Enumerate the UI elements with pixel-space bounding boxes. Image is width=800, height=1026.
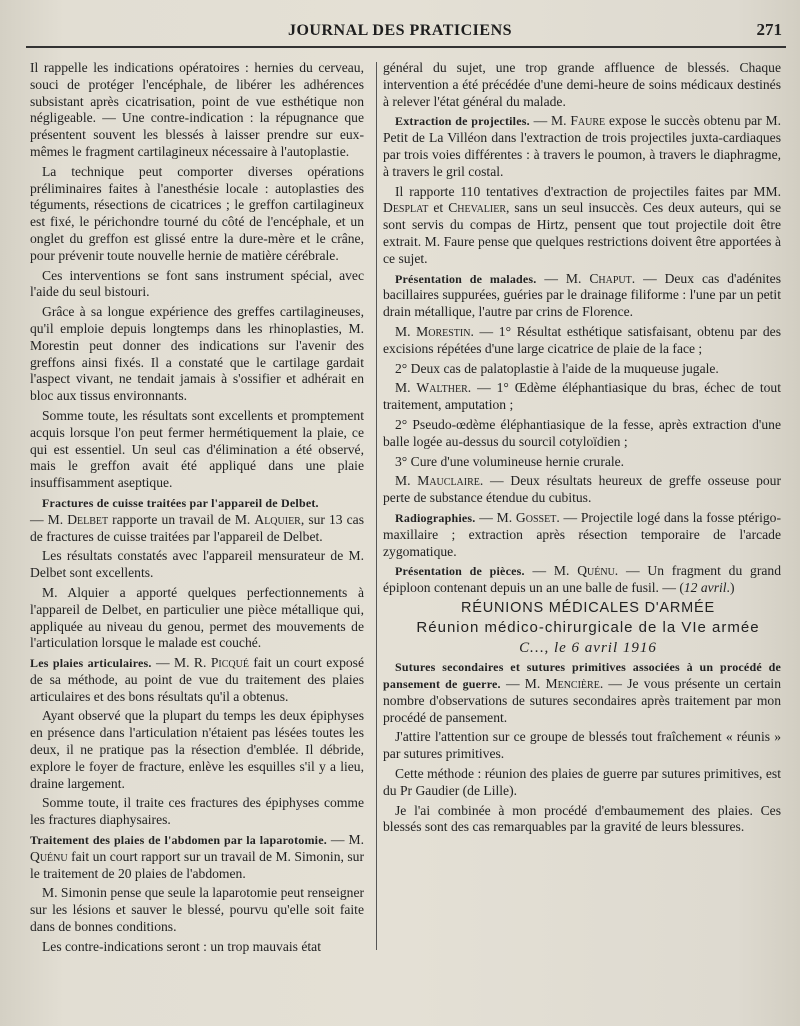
right-column <box>383 60 781 839</box>
section-label: Présentation de malades. <box>395 271 537 286</box>
section-presentation-pieces <box>383 563 781 597</box>
author-name: Desplat <box>383 200 429 216</box>
left-column <box>30 60 364 959</box>
dateline: C…, le 6 avril 1916 <box>519 639 657 656</box>
paragraph <box>383 473 781 507</box>
text-run: — M. <box>500 676 546 692</box>
text-run: . — Projectile logé dans la fosse ptérigo-maxillaire ; extraction après résection temporaire de l'arcade zygomatique. <box>383 509 781 559</box>
author-name: Quénu <box>30 848 68 864</box>
section-label: Radiographies. <box>395 510 476 525</box>
paragraph: Les contre-indications seront : un trop mauvais état <box>42 938 321 954</box>
author-name: Faure <box>570 113 606 129</box>
paragraph: général du sujet, une trop grande affluence de blessés. Chaque intervention a été précédée d'une demi-heure de soins médicaux destinés à relever l'état général du malade. <box>383 60 781 109</box>
text-run: — M. R. <box>151 655 211 671</box>
author-name: Chaput <box>589 270 632 286</box>
section-sutures <box>383 659 781 726</box>
paragraph <box>383 380 781 414</box>
text-run: fait un court rapport sur un travail de M. Simonin, sur le traitement de 20 plaies de l'abdomen. <box>30 848 364 881</box>
page-number: 271 <box>756 20 782 39</box>
section-plaies-abdomen <box>30 832 364 882</box>
paragraph: 3° Cure d'une volumineuse hernie crurale. <box>395 453 625 469</box>
text-run: . — Un fragment du grand épiploon contenant depuis un an une balle de fusil. — ( <box>383 563 781 596</box>
paragraph: M. Alquier a apporté quelques perfectionnements à l'appareil de Delbet, en particulier une pièce métallique qui, appliquée au niveau du genou, permet des mouvements de l'articulation lorsque le malade est couché. <box>30 584 364 651</box>
reunion-subheading: Réunion médico-chirurgicale de la VIe armée <box>416 618 760 636</box>
text-run: — M. <box>536 270 590 286</box>
paragraph: La technique peut comporter diverses opérations préliminaires faites à l'anesthésie locale : autoplasties des téguments, résections de cicatrices ; le greffon cartilagineux est fixé, le périchondre tourné du côté de l'encéphale, et un onglet du greffon est glissé entre la dure-mère et le crâne, pour prévenir toute nouvelle hernie de matière cérébrale. <box>30 163 364 263</box>
text-run: fait un court exposé de sa méthode, au point de vue du traitement des plaies articulaires et des bons résultats qu'il a obtenus. <box>30 655 365 704</box>
text-run: — M. <box>529 113 571 129</box>
author-name: Gosset <box>515 509 557 525</box>
author-name: Chevalier <box>448 200 507 216</box>
paragraph <box>383 184 781 268</box>
paragraph: Grâce à sa longue expérience des greffes cartilagineuses, qu'il emploie depuis longtemps dans les rhinoplasties, M. Morestin peut donner des indications sur l'avenir des greffons ainsi fixés. Il a constaté que le cartilage gardait l'aspect vivant, ne tendait jamais à s'ossifier et adhérait en bloc aux tissus environnants. <box>30 304 364 404</box>
paragraph: Les résultats constatés avec l'appareil mensurateur de M. Delbet sont excellents. <box>30 548 364 581</box>
text-run: — M. <box>524 563 578 579</box>
date-text: 12 avril <box>683 580 727 596</box>
paragraph: 2° Pseudo-œdème éléphantiasique de la fesse, après extraction d'une balle logée au-dessus du sourcil cotyloïdien ; <box>383 416 781 449</box>
text-run: M. <box>395 380 417 396</box>
running-header <box>0 10 800 50</box>
text-run: — M. <box>326 832 364 848</box>
author-name: Quénu <box>577 563 615 579</box>
section-label: Présentation de pièces. <box>395 564 525 579</box>
author-name: Walther <box>416 380 468 396</box>
paragraph: Cette méthode : réunion des plaies de guerre par sutures primitives, est du Pr Gaudier (de Lille). <box>383 766 781 798</box>
section-plaies-articulaires <box>30 655 364 705</box>
text-run: . — 1° Résultat esthétique satisfaisant, obtenu par des excisions répétées d'une large cicatrice de plaie de la face ; <box>383 323 781 356</box>
section-label: Traitement des plaies de l'abdomen par la laparotomie. <box>30 833 327 848</box>
section-presentation-malades <box>383 271 781 321</box>
text-run: . — Je vous présente un certain nombre d'observations de sutures secondaires après traitement par mon procédé de pansement. <box>383 676 781 725</box>
text-run: M. <box>395 323 417 339</box>
paragraph: Somme toute, les résultats sont excellents et promptement acquis lorsque l'on peut fermer hermétiquement la plaie, ce qui est essentiel. Un seul cas d'élimination a été observé, mais le greffon avait été appliqué dans une plaie insuffisamment aseptique. <box>30 407 364 491</box>
paragraph: Somme toute, il traite ces fractures des épiphyses comme les fractures diaphysaires. <box>30 795 364 828</box>
paragraph: 2° Deux cas de palatoplastie à l'aide de la muqueuse jugale. <box>395 360 719 376</box>
text-run: , sans un seul insuccès. Ces deux auteurs, qui se sont servis du compas de Hirtz, pensent que tout projectile doit être extrait. M. Faure pense que quelques restrictions doivent être apportées à ce sujet. <box>383 200 782 266</box>
section-label: Fractures de cuisse traitées par l'appareil de Delbet. <box>42 495 319 510</box>
text-run: et <box>428 200 449 216</box>
journal-title: JOURNAL DES PRATICIENS <box>287 22 513 39</box>
text-run: Il rapporte 110 tentatives d'extraction de projectiles faites par MM. <box>395 183 781 199</box>
text-run: , sur 13 cas de fractures de cuisse traitées par l'appareil de Delbet. <box>30 511 364 544</box>
section-label: Sutures secondaires et sutures primitives associées à un procédé de pansement de guerre. <box>383 660 781 692</box>
paragraph: Ces interventions se font sans instrument spécial, avec l'aide du seul bistouri. <box>30 267 364 300</box>
paragraph: Ayant observé que la plupart du temps les deux épiphyses en présence dans l'articulation n'étaient pas lésées toutes les deux, il ne pratique pas la résection d'emblée. Il débride, explore le foyer de fracture, enlève les esquilles s'il y a lieu, draine largement. <box>30 708 364 791</box>
author-name: Mencière <box>545 676 600 692</box>
paragraph: J'attire l'attention sur ce groupe de blessés tout fraîchement « réunis » par sutures primitives. <box>383 729 781 762</box>
author-name: Alquier <box>254 511 301 527</box>
header-rule <box>26 46 786 48</box>
author-name: Morestin <box>416 323 471 339</box>
text-run: rapporte un travail de M. <box>108 511 255 527</box>
text-run: expose le succès obtenu par M. Petit de La Villéon dans l'extraction de trois projectiles juxta-cardiaques par trois voies différentes : à travers le poumon, à travers le diaphragme, à travers le gril costal. <box>383 113 781 179</box>
section-label: Extraction de projectiles. <box>395 114 530 129</box>
paragraph: Il rappelle les indications opératoires : hernies du cerveau, souci de protéger l'encéphale, de libérer les adhérences subsistant après cicatrisation, point de vue esthétique non négligeable. — Une contre-indication : la répugnance que présentent souvent les blessés à laisser prendre sur eux-mêmes le fragment cartilagineux nécessaire à l'autoplastie. <box>30 60 364 159</box>
author-name: Picqué <box>210 655 249 671</box>
column-divider <box>376 62 377 950</box>
text-run: .) <box>726 580 735 596</box>
text-run: — M. <box>475 509 516 525</box>
paragraph <box>383 324 781 358</box>
section-radiographies <box>383 510 781 560</box>
text-run: . — 1° Œdème éléphantiasique du bras, échec de tout traitement, amputation ; <box>383 380 781 413</box>
paragraph: M. Simonin pense que seule la laparotomie peut renseigner sur les lésions et sauver le blessé, pourvu qu'elle soit faite dans de bonnes conditions. <box>30 885 365 935</box>
text-run: — M. <box>30 511 68 527</box>
author-name: Mauclaire <box>417 473 480 489</box>
text-run: . — Deux cas d'adénites bacillaires suppurées, guéries par le drainage filiforme : l'une par un petit drain métallique, l'autre par crins de Florence. <box>383 270 782 320</box>
text-run: M. <box>395 473 418 489</box>
section-label: Les plaies articulaires. <box>30 656 152 671</box>
author-name: Delbet <box>67 511 109 527</box>
reunions-heading: RÉUNIONS MÉDICALES D'ARMÉE <box>461 599 715 616</box>
paragraph: Je l'ai combinée à mon procédé d'embaumement des plaies. Ces blessés sont des cas remarquables par la gravité de leurs blessures. <box>383 802 781 835</box>
section-fractures-cuisse <box>30 495 364 545</box>
section-extraction-projectiles <box>383 113 781 180</box>
text-run: . — Deux résultats heureux de greffe osseuse pour perte de substance étendue du cubitus. <box>383 473 781 506</box>
